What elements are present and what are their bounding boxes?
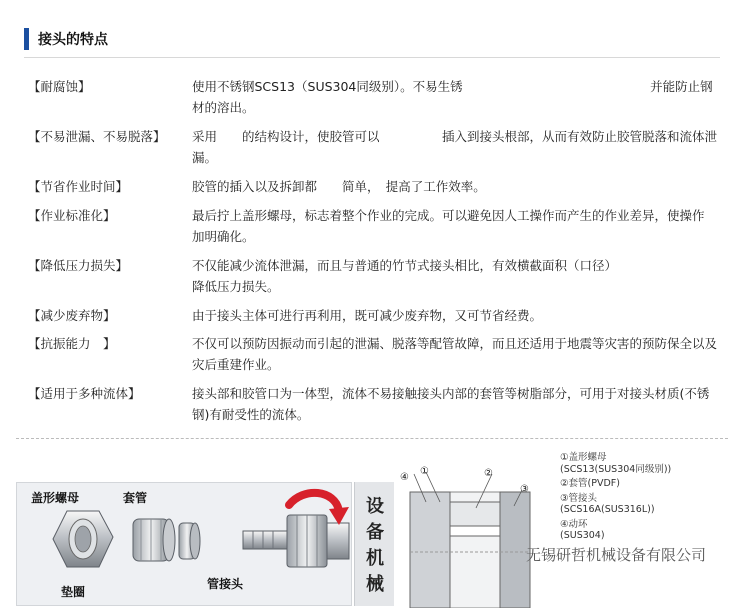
legend-entry-material: (SCS13(SUS304同级别)) <box>560 463 672 475</box>
legend-entry-material: (SCS16A(SUS316L)) <box>560 504 655 515</box>
callout-marker: ④ <box>400 472 409 483</box>
feature-desc: 使用不锈钢SCS13（SUS304同级别）。不易生锈 并能防止钢材的溶出。 <box>192 79 713 115</box>
feature-desc: 不仅能减少流体泄漏，而且与普通的竹节式接头相比，有效横截面积（口径） 降低压力损失。 <box>192 258 724 294</box>
feature-label: 【不易泄漏、不易脱落】 <box>28 129 166 144</box>
side-char: 机 <box>366 548 384 569</box>
company-watermark: 无锡研哲机械设备有限公司 <box>526 546 707 564</box>
feature-desc: 最后拧上盖形螺母，标志着整个作业的完成。可以避免因人工操作而产生的作业差异，使操作 加明确化。 <box>192 208 718 244</box>
legend-entry <box>560 478 740 490</box>
feature-label: 【减少废弃物】 <box>28 308 116 323</box>
side-char: 械 <box>366 574 384 595</box>
section-header <box>24 24 720 58</box>
feature-label: 【抗振能力 】 <box>28 336 116 351</box>
gasket-icon <box>179 523 200 559</box>
section-divider <box>16 438 728 439</box>
feature-label: 【节省作业时间】 <box>28 179 129 194</box>
legend-entry-title: ③管接头 <box>560 492 598 504</box>
side-vertical-label <box>354 482 394 606</box>
legend-entry-material: (SUS304) <box>560 530 605 541</box>
callout-marker: ② <box>484 468 493 479</box>
feature-label: 【作业标准化】 <box>28 208 116 223</box>
parts-legend <box>560 452 740 545</box>
callout-marker: ③ <box>520 484 529 495</box>
feature-label: 【适用于多种流体】 <box>28 386 141 401</box>
sleeve-icon <box>133 519 175 561</box>
cap-nut-label: 盖形螺母 <box>31 491 80 505</box>
side-char: 设 <box>366 496 384 517</box>
legend-entry-title: ④动环 <box>560 518 588 530</box>
parts-diagram <box>16 482 352 606</box>
legend-entry-title: ①盖形螺母 <box>560 452 607 463</box>
feature-desc: 胶管的插入以及拆卸都 简单， 提高了工作效率。 <box>192 179 486 194</box>
side-char: 备 <box>366 522 384 543</box>
legend-entry <box>560 519 740 542</box>
feature-desc: 不仅可以预防因振动而引起的泄漏、脱落等配管故障，而且还适用于地震等灾害的预防保全以及灾后重建作业。 <box>192 336 718 372</box>
cross-section-illustration <box>396 462 536 608</box>
hose-fitting-label: 管接头 <box>207 577 244 591</box>
feature-label: 【降低压力损失】 <box>28 258 129 273</box>
feature-desc: 采用 的结构设计，使胶管可以 插入到接头根部，从而有效防止胶管脱落和流体泄漏。 <box>192 129 718 165</box>
section-title: 接头的特点 <box>38 32 108 48</box>
callout-marker: ① <box>420 466 429 477</box>
title-accent-bar <box>24 28 29 50</box>
cross-section-diagram <box>396 462 536 608</box>
sleeve-label: 套管 <box>123 491 148 505</box>
legend-entry-title: ②套管(PVDF) <box>560 478 620 489</box>
feature-label: 【耐腐蚀】 <box>28 79 91 94</box>
gasket-label: 垫圈 <box>61 585 86 599</box>
hose-fitting-icon <box>243 515 349 567</box>
legend-entry <box>560 493 740 516</box>
feature-desc: 接头部和胶管口为一体型，流体不易接触接头内部的套管等树脂部分，可用于对接头材质(不锈钢)有耐受性的流体。 <box>192 386 710 422</box>
cap-nut-icon <box>53 511 113 567</box>
feature-desc: 由于接头主体可进行再利用，既可减少废弃物，又可节省经费。 <box>192 308 543 323</box>
legend-entry <box>560 452 740 475</box>
